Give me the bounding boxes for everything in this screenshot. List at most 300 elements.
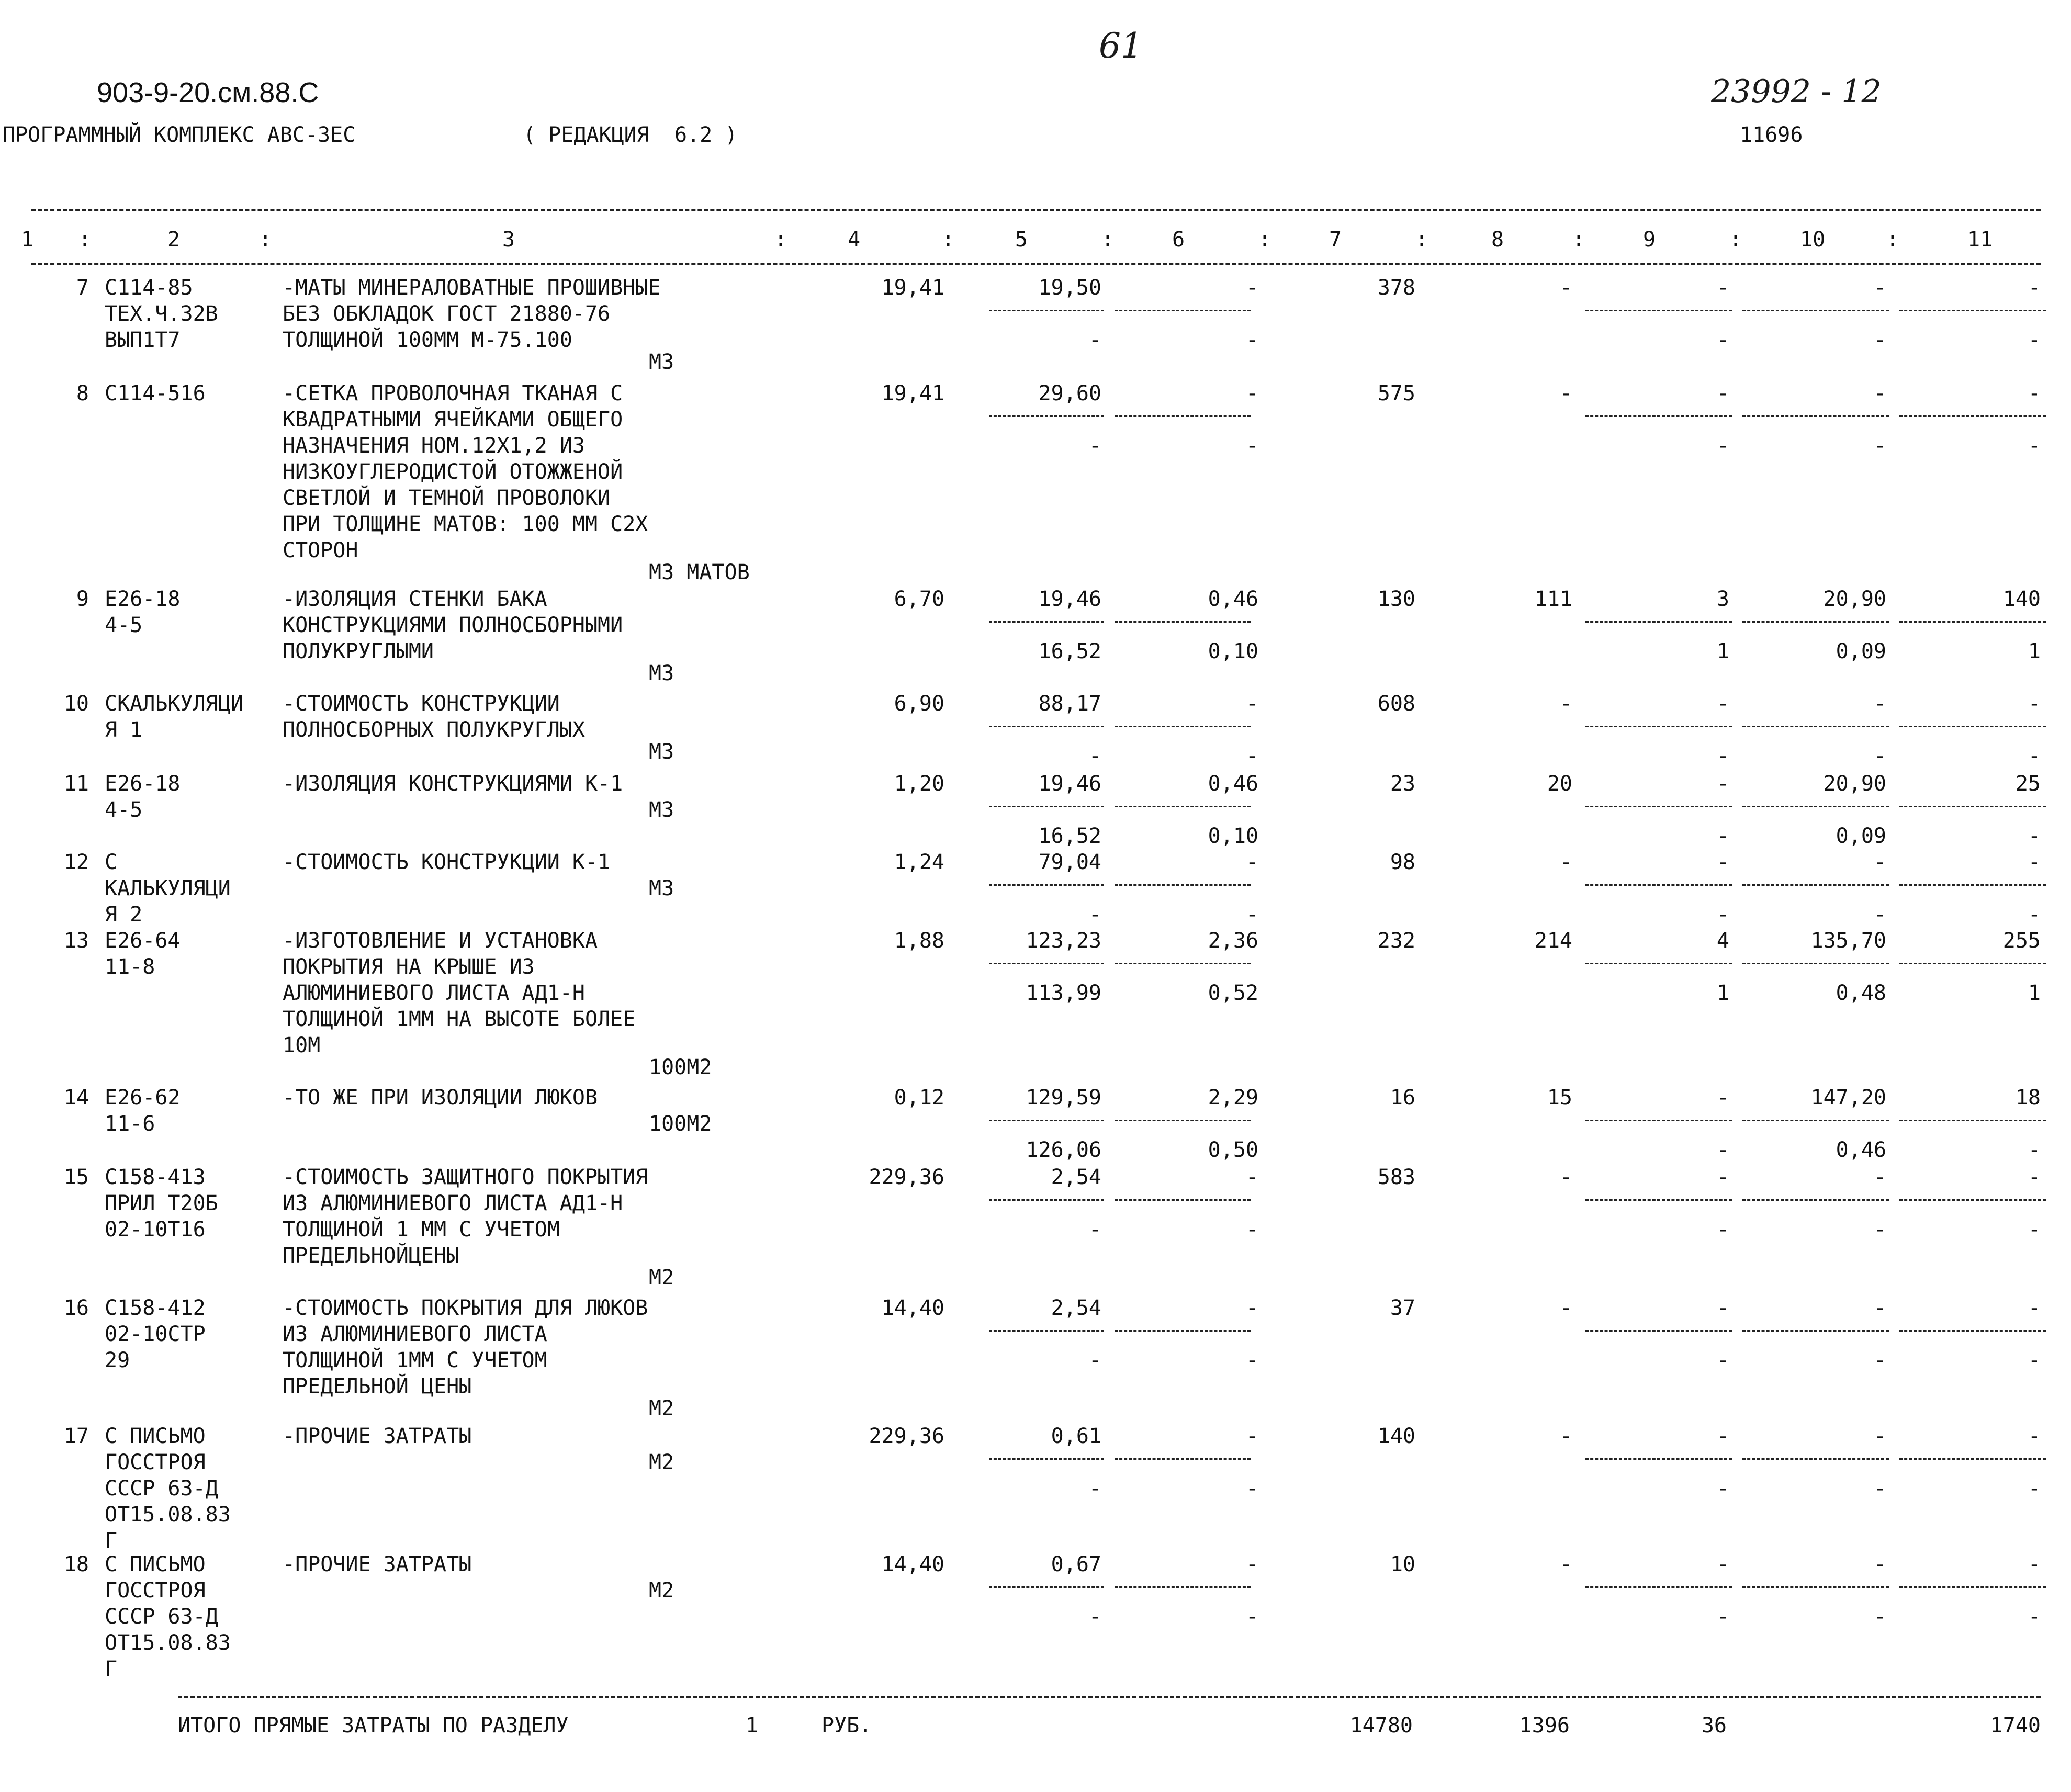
cell-subrule	[1742, 1199, 1889, 1201]
cell-c9: 4	[1716, 929, 1729, 953]
cell-c5: 123,23	[1026, 929, 1101, 953]
program-name: ПРОГРАММНЫЙ КОМПЛЕКС АВС-3ЕС	[3, 123, 356, 147]
cell-c9: -	[1716, 692, 1729, 716]
cell-c11b: -	[2028, 903, 2041, 927]
cell-c5: 0,61	[1051, 1424, 1101, 1448]
row-description: ПРИ ТОЛЩИНЕ МАТОВ: 100 ММ С2Х	[283, 512, 648, 536]
row-code: С ПИСЬМО	[105, 1552, 206, 1576]
cell-subrule	[1585, 415, 1732, 417]
cell-subrule	[989, 415, 1104, 417]
cell-subrule	[1742, 621, 1889, 623]
cell-subrule	[1742, 310, 1889, 311]
cell-subrule	[1115, 415, 1251, 417]
cell-c4: 14,40	[881, 1296, 944, 1320]
cell-subrule	[1899, 963, 2046, 964]
row-unit: М3	[649, 661, 674, 685]
page-number: 61	[1099, 26, 1143, 66]
row-description: -СЕТКА ПРОВОЛОЧНАЯ ТКАНАЯ С	[283, 381, 623, 405]
cell-subrule	[1899, 726, 2046, 727]
cell-c8: 15	[1547, 1086, 1572, 1110]
column-separator: :	[78, 228, 92, 252]
cell-subrule	[1115, 1120, 1251, 1121]
cell-subrule	[1742, 963, 1889, 964]
row-code: ГОССТРОЯ	[105, 1579, 206, 1603]
column-separator: :	[1101, 228, 1115, 252]
cell-c6: -	[1245, 1552, 1258, 1576]
row-description: ИЗ АЛЮМИНИЕВОГО ЛИСТА АД1-Н	[283, 1191, 623, 1215]
row-description: -ИЗОЛЯЦИЯ КОНСТРУКЦИЯМИ К-1	[283, 772, 623, 796]
cell-c6b: 0,52	[1208, 981, 1258, 1005]
cell-c7: 378	[1377, 276, 1415, 300]
cell-c6: 0,46	[1208, 587, 1258, 611]
cell-c5b: -	[1088, 1348, 1101, 1372]
row-code: Г	[105, 1657, 118, 1681]
cell-c7: 10	[1390, 1552, 1415, 1576]
cell-c9b: -	[1716, 824, 1729, 848]
cell-c8: -	[1559, 381, 1572, 405]
cell-c8: -	[1559, 276, 1572, 300]
row-description: -ПРОЧИЕ ЗАТРАТЫ	[283, 1424, 472, 1448]
row-number: 8	[76, 381, 89, 405]
cell-c5: 2,54	[1051, 1296, 1101, 1320]
column-header-3: 3	[502, 228, 515, 252]
cell-c6b: -	[1245, 903, 1258, 927]
cell-subrule	[1585, 621, 1732, 623]
cell-c4: 229,36	[869, 1165, 944, 1189]
row-unit: М3	[649, 350, 674, 374]
handwritten-id: 23992 - 12	[1711, 73, 1882, 110]
cell-c5: 19,46	[1038, 587, 1101, 611]
cell-c6b: 0,50	[1208, 1138, 1258, 1162]
cell-c6: -	[1245, 381, 1258, 405]
cell-subrule	[1742, 1330, 1889, 1332]
row-code: 02-10Т16	[105, 1218, 206, 1242]
cell-subrule	[1742, 726, 1889, 727]
row-description: АЛЮМИНИЕВОГО ЛИСТА АД1-Н	[283, 981, 585, 1005]
column-separator: :	[1572, 228, 1585, 252]
total-col9: 36	[1701, 1714, 1727, 1738]
row-code: 11-8	[105, 955, 155, 979]
cell-c11b: -	[2028, 1605, 2041, 1629]
cell-c6b: 0,10	[1208, 824, 1258, 848]
row-number: 17	[63, 1424, 89, 1448]
cell-c8: -	[1559, 1552, 1572, 1576]
cell-c7: 130	[1377, 587, 1415, 611]
cell-c9b: -	[1716, 1605, 1729, 1629]
row-code: С114-516	[105, 381, 206, 405]
cell-c8: 20	[1547, 772, 1572, 796]
cell-subrule	[989, 726, 1104, 727]
total-col11: 1740	[1990, 1714, 2041, 1738]
cell-subrule	[1899, 621, 2046, 623]
cell-subrule	[1742, 1586, 1889, 1588]
cell-subrule	[1742, 1120, 1889, 1121]
cell-subrule	[1115, 806, 1251, 807]
cell-c7: 23	[1390, 772, 1415, 796]
cell-c10b: -	[1873, 1605, 1886, 1629]
cell-subrule	[1742, 1458, 1889, 1460]
total-col7: 14780	[1349, 1714, 1413, 1738]
cell-c6b: -	[1245, 328, 1258, 352]
cell-c11b: -	[2028, 1138, 2041, 1162]
cell-c10: 20,90	[1823, 772, 1886, 796]
row-unit: М2	[649, 1579, 674, 1603]
cell-c6b: -	[1245, 1605, 1258, 1629]
cell-c6: 2,36	[1208, 929, 1258, 953]
cell-c9: -	[1716, 850, 1729, 874]
cell-c10: -	[1873, 276, 1886, 300]
row-code: СКАЛЬКУЛЯЦИ	[105, 692, 243, 716]
cell-c7: 16	[1390, 1086, 1415, 1110]
cell-c11: 140	[2002, 587, 2041, 611]
row-description: -СТОИМОСТЬ КОНСТРУКЦИИ К-1	[283, 850, 611, 874]
cell-subrule	[1899, 806, 2046, 807]
cell-c9b: 1	[1716, 639, 1729, 663]
cell-c8: -	[1559, 1424, 1572, 1448]
cell-c4: 19,41	[881, 381, 944, 405]
cell-c9: -	[1716, 1296, 1729, 1320]
cell-c4: 0,12	[894, 1086, 944, 1110]
cell-c9b: -	[1716, 744, 1729, 768]
cell-c9: -	[1716, 1086, 1729, 1110]
cell-c5b: -	[1088, 1477, 1101, 1501]
cell-c10b: 0,46	[1836, 1138, 1886, 1162]
cell-c6: -	[1245, 1296, 1258, 1320]
cell-c10: -	[1873, 1552, 1886, 1576]
cell-c9: -	[1716, 276, 1729, 300]
cell-c5b: 126,06	[1026, 1138, 1101, 1162]
row-code: Е26-18	[105, 587, 181, 611]
row-code: С158-412	[105, 1296, 206, 1320]
cell-subrule	[1585, 726, 1732, 727]
cell-c11b: -	[2028, 1218, 2041, 1242]
row-code: СССР 63-Д	[105, 1477, 218, 1501]
cell-c11b: -	[2028, 1477, 2041, 1501]
cell-c9: 3	[1716, 587, 1729, 611]
cell-c10b: -	[1873, 434, 1886, 458]
cell-c6b: -	[1245, 744, 1258, 768]
column-header-7: 7	[1329, 228, 1342, 252]
row-description: СТОРОН	[283, 538, 358, 562]
sheet-id: 11696	[1740, 123, 1803, 147]
row-code: ОТ15.08.83	[105, 1503, 231, 1527]
row-code: СССР 63-Д	[105, 1605, 218, 1629]
cell-subrule	[1585, 806, 1732, 807]
cell-subrule	[1585, 310, 1732, 311]
cell-c11: -	[2028, 1424, 2041, 1448]
row-description: ПОЛУКРУГЛЫМИ	[283, 639, 434, 663]
cell-c7: 608	[1377, 692, 1415, 716]
cell-subrule	[1585, 884, 1732, 886]
row-unit: М3	[649, 798, 674, 822]
row-number: 12	[63, 850, 89, 874]
cell-c10: 135,70	[1810, 929, 1886, 953]
cell-c11: -	[2028, 276, 2041, 300]
row-description: БЕЗ ОБКЛАДОК ГОСТ 21880-76	[283, 302, 611, 326]
row-number: 13	[63, 929, 89, 953]
row-unit: 100М2	[649, 1112, 712, 1136]
row-description: СВЕТЛОЙ И ТЕМНОЙ ПРОВОЛОКИ	[283, 486, 611, 510]
cell-subrule	[1899, 1586, 2046, 1588]
row-number: 7	[76, 276, 89, 300]
cell-subrule	[989, 1458, 1104, 1460]
cell-c6: 2,29	[1208, 1086, 1258, 1110]
cell-c5: 0,67	[1051, 1552, 1101, 1576]
cell-c5b: -	[1088, 1605, 1101, 1629]
row-description: -ПРОЧИЕ ЗАТРАТЫ	[283, 1552, 472, 1576]
cell-c7: 37	[1390, 1296, 1415, 1320]
row-code: Я 1	[105, 718, 143, 742]
cell-c11b: -	[2028, 328, 2041, 352]
row-code: Е26-18	[105, 772, 181, 796]
row-unit: М2	[649, 1396, 674, 1421]
column-separator: :	[259, 228, 272, 252]
cell-c9b: 1	[1716, 981, 1729, 1005]
cell-c10: -	[1873, 850, 1886, 874]
row-code: Г	[105, 1529, 118, 1553]
cell-c11: -	[2028, 1552, 2041, 1576]
row-description: -ТО ЖЕ ПРИ ИЗОЛЯЦИИ ЛЮКОВ	[283, 1086, 598, 1110]
total-label: ИТОГО ПРЯМЫЕ ЗАТРАТЫ ПО РАЗДЕЛУ	[178, 1714, 569, 1738]
cell-c10: -	[1873, 1165, 1886, 1189]
cell-subrule	[1899, 884, 2046, 886]
cell-c9b: -	[1716, 1138, 1729, 1162]
row-unit: М3 МАТОВ	[649, 560, 750, 584]
cell-c11b: -	[2028, 744, 2041, 768]
column-header-8: 8	[1491, 228, 1504, 252]
cell-c5: 29,60	[1038, 381, 1101, 405]
row-description: ТОЛЩИНОЙ 1 ММ С УЧЕТОМ	[283, 1218, 560, 1242]
row-code: ПРИЛ Т20Б	[105, 1191, 218, 1215]
row-description: НАЗНАЧЕНИЯ НОМ.12Х1,2 ИЗ	[283, 434, 585, 458]
row-description: -МАТЫ МИНЕРАЛОВАТНЫЕ ПРОШИВНЫЕ	[283, 276, 661, 300]
cell-c9: -	[1716, 1165, 1729, 1189]
cell-c11b: -	[2028, 434, 2041, 458]
column-separator: :	[1886, 228, 1899, 252]
row-description: ПОЛНОСБОРНЫХ ПОЛУКРУГЛЫХ	[283, 718, 585, 742]
column-separator: :	[774, 228, 787, 252]
row-code: Е26-64	[105, 929, 181, 953]
row-number: 18	[63, 1552, 89, 1576]
cell-c4: 6,70	[894, 587, 944, 611]
cell-c4: 1,24	[894, 850, 944, 874]
cell-subrule	[1115, 1458, 1251, 1460]
cell-subrule	[1115, 310, 1251, 311]
column-header-1: 1	[21, 228, 34, 252]
row-code: КАЛЬКУЛЯЦИ	[105, 876, 231, 900]
column-header-2: 2	[167, 228, 181, 252]
cell-c11: -	[2028, 850, 2041, 874]
cell-c10: -	[1873, 381, 1886, 405]
cell-c11b: -	[2028, 824, 2041, 848]
document-code: 903-9-20.см.88.С	[97, 77, 319, 108]
cell-c11: -	[2028, 1296, 2041, 1320]
cell-c6: -	[1245, 1424, 1258, 1448]
cell-c10b: 0,09	[1836, 824, 1886, 848]
row-code: С	[105, 850, 118, 874]
cell-c6b: -	[1245, 1218, 1258, 1242]
row-unit: М3	[649, 740, 674, 764]
cell-c5: 129,59	[1026, 1086, 1101, 1110]
cell-subrule	[1115, 726, 1251, 727]
row-number: 15	[63, 1165, 89, 1189]
cell-subrule	[1115, 1199, 1251, 1201]
row-number: 14	[63, 1086, 89, 1110]
table-header-rule	[31, 263, 2041, 265]
column-separator: :	[1415, 228, 1428, 252]
cell-c8: -	[1559, 692, 1572, 716]
cell-c6: -	[1245, 850, 1258, 874]
cell-c10b: 0,09	[1836, 639, 1886, 663]
cell-subrule	[1585, 1586, 1732, 1588]
cell-c10b: -	[1873, 744, 1886, 768]
table-top-rule	[31, 209, 2041, 211]
cell-subrule	[989, 1330, 1104, 1332]
cell-subrule	[1899, 415, 2046, 417]
cell-c10b: -	[1873, 1218, 1886, 1242]
row-number: 10	[63, 692, 89, 716]
cell-c7: 232	[1377, 929, 1415, 953]
row-description: КВАДРАТНЫМИ ЯЧЕЙКАМИ ОБЩЕГО	[283, 408, 623, 432]
row-code: 4-5	[105, 613, 143, 637]
cell-c9: -	[1716, 381, 1729, 405]
cell-subrule	[1115, 963, 1251, 964]
cell-c6: 0,46	[1208, 772, 1258, 796]
cell-c8: -	[1559, 1165, 1572, 1189]
column-separator: :	[1258, 228, 1271, 252]
row-code: 11-6	[105, 1112, 155, 1136]
column-separator: :	[1729, 228, 1742, 252]
row-code: С114-85	[105, 276, 193, 300]
row-description: ПРЕДЕЛЬНОЙ ЦЕНЫ	[283, 1374, 472, 1399]
cell-c9b: -	[1716, 1218, 1729, 1242]
row-number: 9	[76, 587, 89, 611]
cell-subrule	[989, 1199, 1104, 1201]
cell-c8: -	[1559, 850, 1572, 874]
cell-subrule	[989, 621, 1104, 623]
cell-c8: 111	[1534, 587, 1572, 611]
cell-c4: 19,41	[881, 276, 944, 300]
column-header-10: 10	[1800, 228, 1826, 252]
cell-c5b: -	[1088, 328, 1101, 352]
row-unit: 100М2	[649, 1055, 712, 1079]
cell-c6: -	[1245, 276, 1258, 300]
cell-subrule	[1115, 621, 1251, 623]
cell-subrule	[1115, 1586, 1251, 1588]
cell-c7: 583	[1377, 1165, 1415, 1189]
cell-c7: 140	[1377, 1424, 1415, 1448]
cell-c10b: -	[1873, 1348, 1886, 1372]
cell-c7: 98	[1390, 850, 1415, 874]
row-code: ВЫП1Т7	[105, 328, 181, 352]
total-rule	[178, 1696, 2041, 1698]
cell-c9b: -	[1716, 1477, 1729, 1501]
cell-subrule	[989, 963, 1104, 964]
row-number: 11	[63, 772, 89, 796]
cell-c9b: -	[1716, 434, 1729, 458]
cell-c11b: -	[2028, 1348, 2041, 1372]
cell-c11b: 1	[2028, 639, 2041, 663]
cell-c11: -	[2028, 381, 2041, 405]
cell-c5b: -	[1088, 434, 1101, 458]
row-number: 16	[63, 1296, 89, 1320]
row-code: Я 2	[105, 903, 143, 927]
cell-subrule	[1742, 415, 1889, 417]
cell-c10b: 0,48	[1836, 981, 1886, 1005]
row-description: ТОЛЩИНОЙ 1ММ НА ВЫСОТЕ БОЛЕЕ	[283, 1007, 636, 1031]
row-description: -ИЗОЛЯЦИЯ СТЕНКИ БАКА	[283, 587, 547, 611]
cell-subrule	[989, 1586, 1104, 1588]
cell-c10: -	[1873, 1424, 1886, 1448]
row-description: 10М	[283, 1033, 321, 1057]
row-code: 29	[105, 1348, 130, 1372]
cell-c11: -	[2028, 692, 2041, 716]
cell-subrule	[1115, 1330, 1251, 1332]
cell-c9: -	[1716, 1552, 1729, 1576]
cell-c9b: -	[1716, 328, 1729, 352]
total-col8: 1396	[1519, 1714, 1570, 1738]
cell-c10: 147,20	[1810, 1086, 1886, 1110]
cell-subrule	[1899, 1120, 2046, 1121]
cell-c9b: -	[1716, 903, 1729, 927]
row-code: ТЕХ.Ч.32В	[105, 302, 218, 326]
cell-c4: 229,36	[869, 1424, 944, 1448]
cell-c10b: -	[1873, 328, 1886, 352]
row-description: КОНСТРУКЦИЯМИ ПОЛНОСБОРНЫМИ	[283, 613, 623, 637]
cell-c10: -	[1873, 692, 1886, 716]
column-header-9: 9	[1643, 228, 1656, 252]
row-description: -СТОИМОСТЬ ЗАЩИТНОГО ПОКРЫТИЯ	[283, 1165, 648, 1189]
cell-c5b: -	[1088, 744, 1101, 768]
cell-subrule	[1585, 963, 1732, 964]
cell-subrule	[989, 310, 1104, 311]
row-unit: М2	[649, 1266, 674, 1290]
row-code: ОТ15.08.83	[105, 1631, 231, 1655]
cell-c11: 255	[2002, 929, 2041, 953]
column-separator: :	[942, 228, 955, 252]
row-description: ИЗ АЛЮМИНИЕВОГО ЛИСТА	[283, 1322, 547, 1346]
cell-c11b: 1	[2028, 981, 2041, 1005]
cell-c4: 1,88	[894, 929, 944, 953]
cell-subrule	[1899, 310, 2046, 311]
cell-c5b: 16,52	[1038, 824, 1101, 848]
cell-c5: 88,17	[1038, 692, 1101, 716]
column-header-5: 5	[1015, 228, 1028, 252]
cell-c9: -	[1716, 772, 1729, 796]
cell-c10b: -	[1873, 903, 1886, 927]
cell-c6b: -	[1245, 1348, 1258, 1372]
row-code: 4-5	[105, 798, 143, 822]
cell-c8: -	[1559, 1296, 1572, 1320]
column-header-6: 6	[1172, 228, 1185, 252]
cell-c4: 1,20	[894, 772, 944, 796]
cell-subrule	[1585, 1120, 1732, 1121]
cell-subrule	[989, 884, 1104, 886]
cell-c5b: 16,52	[1038, 639, 1101, 663]
cell-c5b: -	[1088, 903, 1101, 927]
cell-subrule	[1742, 884, 1889, 886]
cell-c9b: -	[1716, 1348, 1729, 1372]
cell-c11: 25	[2015, 772, 2041, 796]
cell-c8: 214	[1534, 929, 1572, 953]
cell-c7: 575	[1377, 381, 1415, 405]
cell-c6b: -	[1245, 434, 1258, 458]
cell-subrule	[1585, 1458, 1732, 1460]
cell-c5: 2,54	[1051, 1165, 1101, 1189]
program-edition: ( РЕДАКЦИЯ 6.2 )	[523, 123, 738, 147]
cell-subrule	[989, 1120, 1104, 1121]
row-description: ПРЕДЕЛЬНОЙЦЕНЫ	[283, 1244, 459, 1268]
